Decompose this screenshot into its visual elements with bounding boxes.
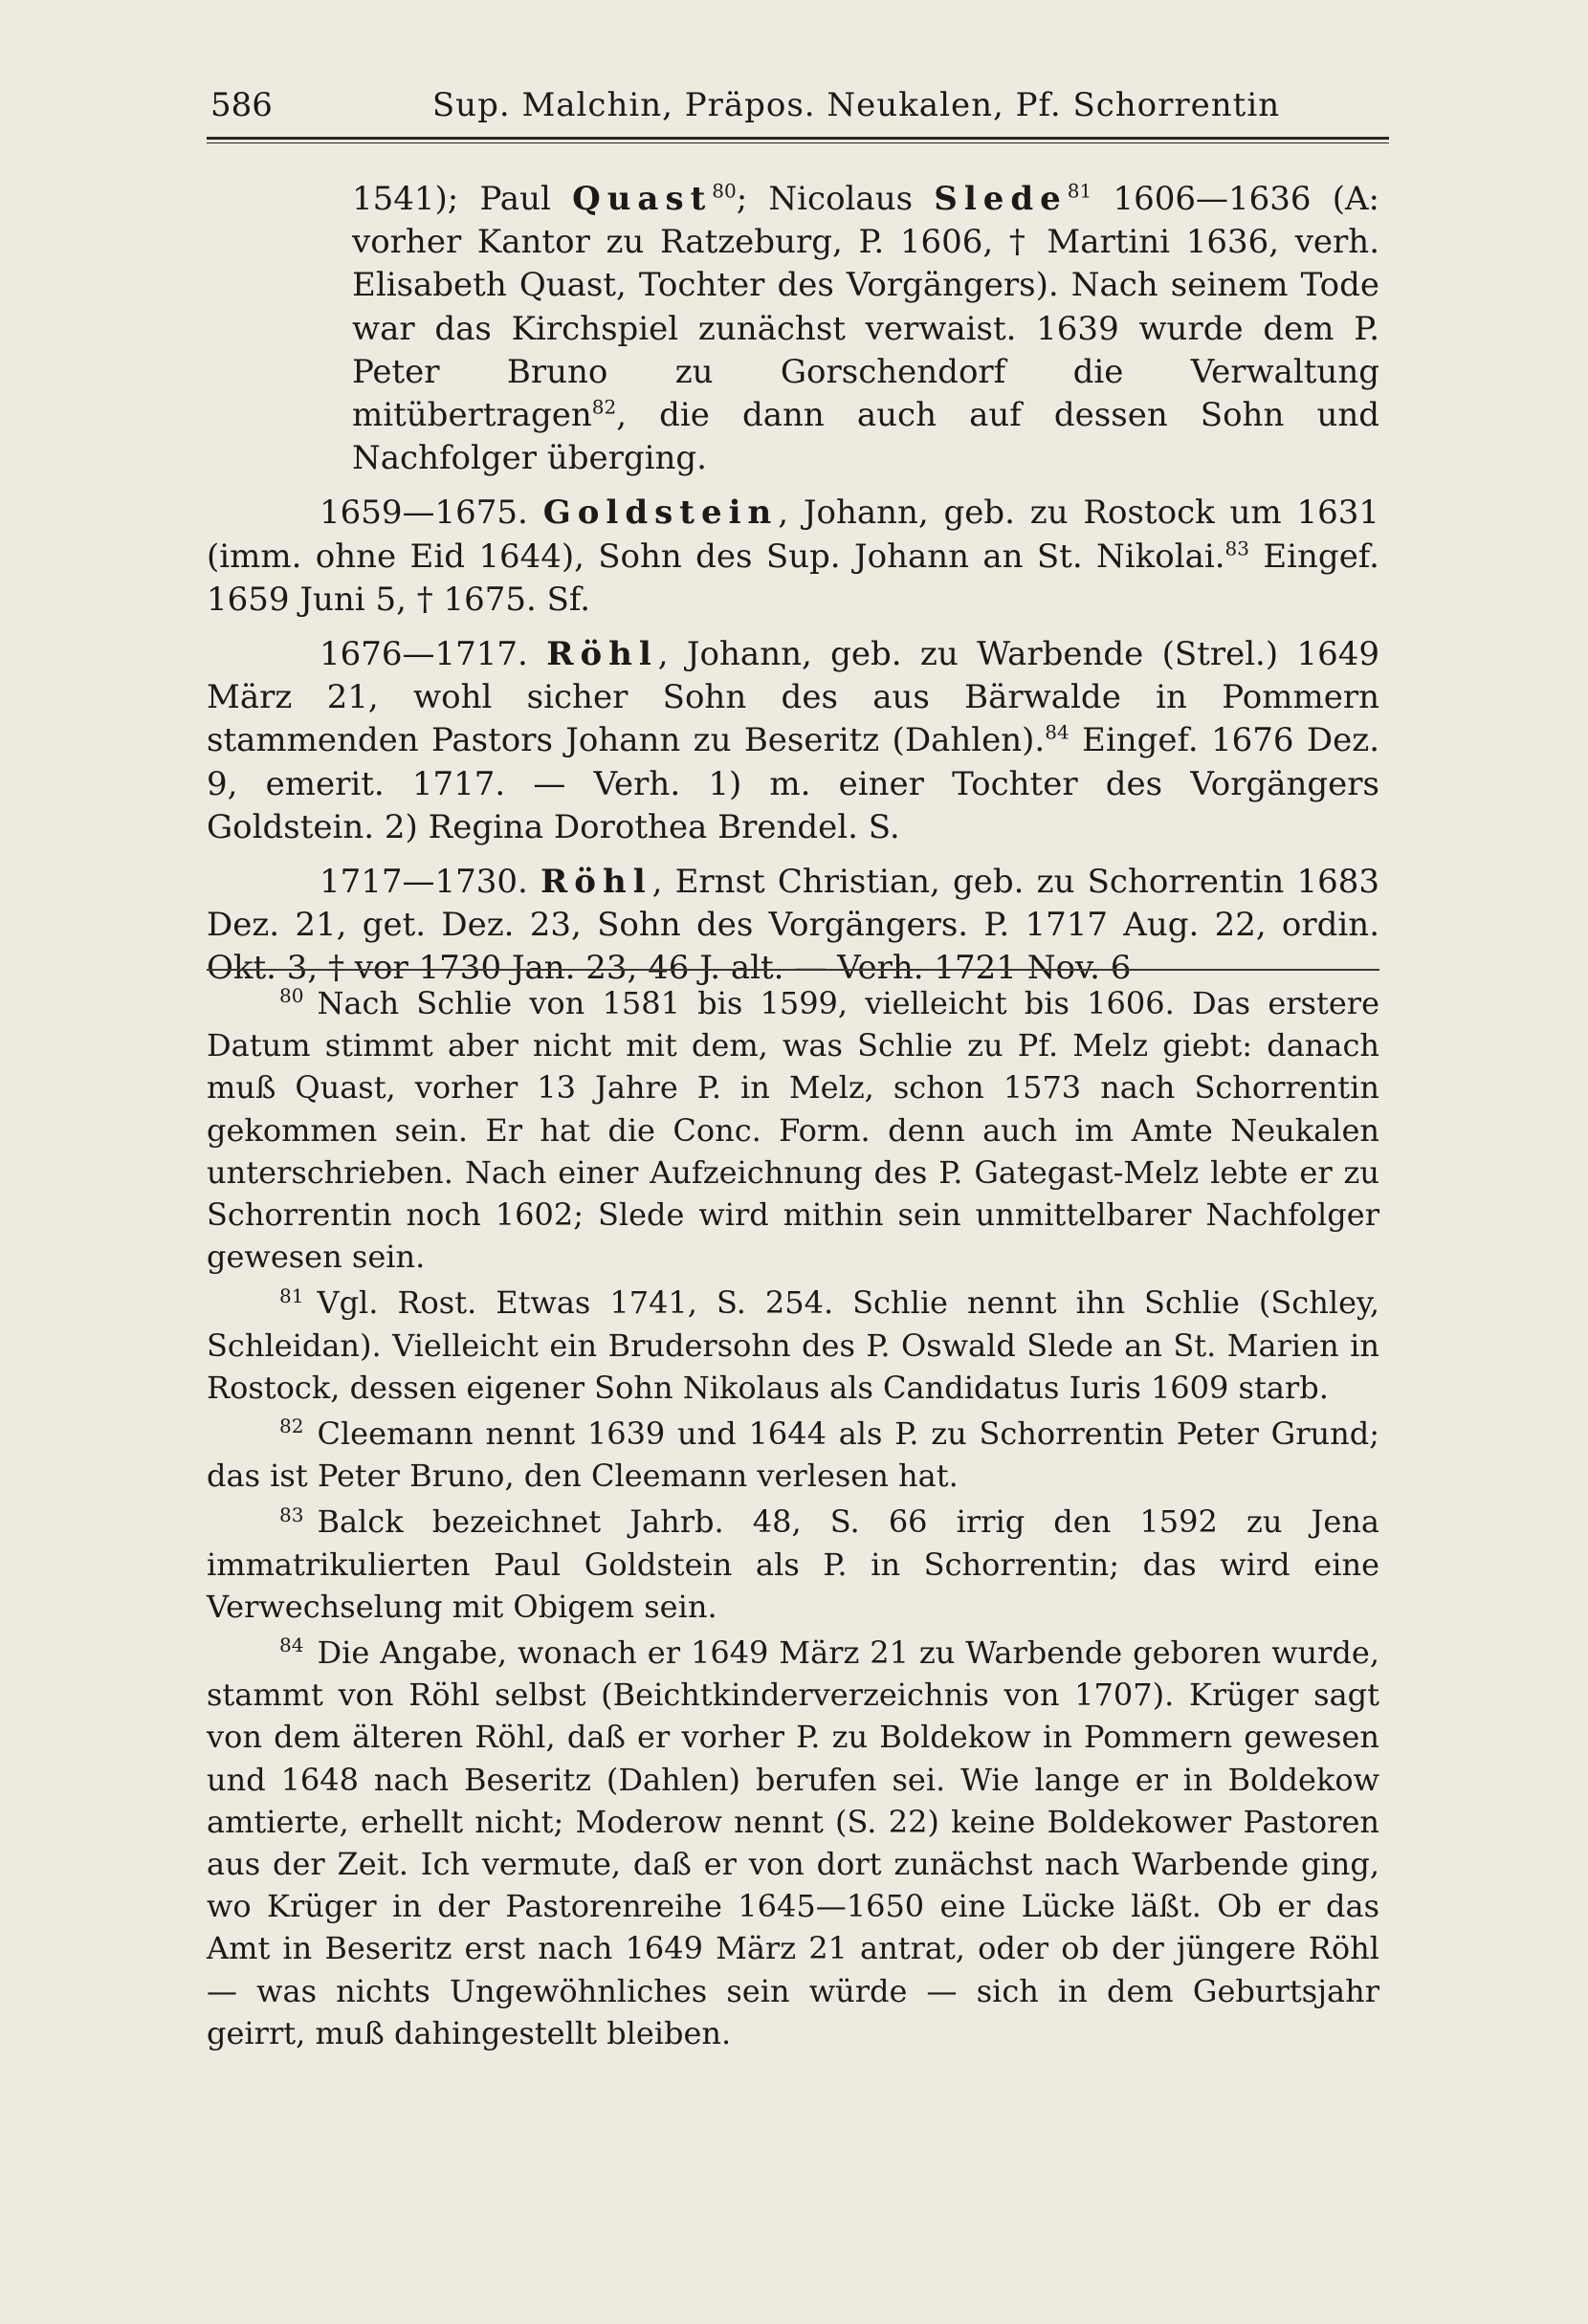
tenure-years: 1717—1730. <box>320 863 541 902</box>
text-run: Eingef. 1676 Dez. 9, emerit. 1717. — Verh. 1) m. einer Tochter des Vorgängers Goldstein. 2) Regina Dorothea Brendel. S. <box>207 721 1379 846</box>
text-run: , Johann, geb. zu Warbende (Strel.) 1649 März 21, wohl sicher Sohn des aus Bärwalde in Pommern stammenden Pastors Johann zu Beseritz (Dahlen). <box>207 635 1379 760</box>
footnote-text: Cleemann nennt 1639 und 1644 als P. zu Schorrentin Peter Grund; das ist Peter Bruno, den Cleemann verlesen hat. <box>207 1415 1379 1495</box>
footnote-text: Nach Schlie von 1581 bis 1599, vielleicht bis 1606. Das erstere Datum stimmt aber nicht mit dem, was Schlie zu Pf. Melz giebt: danach muß Quast, vorher 13 Jahre P. in Melz, schon 1573 nach Schorrentin gekommen sein. Er hat die Conc. Form. denn auch im Amte Neukalen unterschrieben. Nach einer Aufzeichnung des P. Gategast-Melz lebte er zu Schorrentin noch 1602; Slede wird mithin sein unmittelbarer Nachfolger gewesen sein. <box>207 985 1379 1276</box>
footnote-number: 83 <box>279 1502 304 1526</box>
footnote-ref: 82 <box>591 395 617 419</box>
text-run: ; Nicolaus <box>736 180 935 218</box>
person-name: Röhl <box>546 635 658 674</box>
page-header <box>210 86 1387 140</box>
footnote-ref: 83 <box>1224 537 1249 560</box>
text-run: 1541); Paul <box>352 180 573 218</box>
footnote-rule <box>207 969 1379 971</box>
footnote-number: 84 <box>279 1633 304 1657</box>
footnote <box>207 1632 1379 2054</box>
footnote <box>207 1413 1379 1497</box>
text-run: , Ernst Christian, geb. zu Schorrentin 1683 Dez. 21, get. Dez. 23, Sohn des Vorgängers. P. 1717 Aug. 22, ordin. Okt. 3, † vor 1730 Jan. 23, 46 J. alt. — Verh. 1721 Nov. 6 <box>207 863 1379 988</box>
main-text <box>207 178 1379 1002</box>
footnote-ref: 81 <box>1067 179 1092 203</box>
header-rule <box>207 137 1389 143</box>
pastor-entry <box>207 861 1379 991</box>
person-name: Röhl <box>540 863 652 902</box>
footnotes <box>207 982 1379 2054</box>
tenure-years: 1659—1675. <box>320 493 543 533</box>
pastor-entry <box>207 633 1379 849</box>
footnote-number: 82 <box>279 1414 304 1438</box>
footnote-text: Die Angabe, wonach er 1649 März 21 zu Warbende geboren wurde, stammt von Röhl selbst (Beichtkinderverzeichnis von 1707). Krüger sagt von dem älteren Röhl, daß er vorher P. zu Boldekow in Pommern gewesen und 1648 nach Beseritz (Dahlen) berufen sei. Wie lange er in Boldekow amtierte, erhellt nicht; Moderow nennt (S. 22) keine Boldekower Pastoren aus der Zeit. Ich vermute, daß er von dort zunächst nach Warbende ging, wo Krüger in der Pastorenreihe 1645—1650 eine Lücke läßt. Ob er das Amt in Beseritz erst nach 1649 März 21 antrat, oder ob der jüngere Röhl — was nichts Ungewöhnliches sein würde — sich in dem Geburtsjahr geirrt, muß dahingestellt bleiben. <box>207 1634 1379 2051</box>
footnote <box>207 982 1379 1278</box>
text-run: 1606—1636 (A: vorher Kantor zu Ratzeburg, P. 1606, † Martini 1636, verh. Elisabeth Quast, Tochter des Vorgängers). Nach seinem Tode war das Kirchspiel zunächst verwaist. 1639 wurde dem P. Peter Bruno zu Gorschendorf die Verwaltung mitübertragen <box>352 180 1379 435</box>
running-title: Sup. Malchin, Präpos. Neukalen, Pf. Schorrentin <box>431 86 1281 124</box>
footnote-number: 80 <box>279 984 304 1008</box>
footnote-ref: 84 <box>1045 721 1070 745</box>
person-name: Slede <box>934 180 1068 218</box>
text-run: , die dann auch auf dessen Sohn und Nachfolger überging. <box>352 396 1379 478</box>
tenure-years: 1676—1717. <box>320 635 547 674</box>
person-name: Goldstein <box>542 493 779 533</box>
page-number: 586 <box>210 86 273 124</box>
person-name: Quast <box>572 180 713 218</box>
footnote-text: Vgl. Rost. Etwas 1741, S. 254. Schlie nennt ihn Schlie (Schley, Schleidan). Vielleicht ein Brudersohn des P. Oswald Slede an St. Marien in Rostock, dessen eigener Sohn Nikolaus als Candidatus Iuris 1609 starb. <box>207 1284 1379 1406</box>
footnote <box>207 1282 1379 1409</box>
text-run: Eingef. 1659 Juni 5, † 1675. Sf. <box>207 537 1379 619</box>
footnote-number: 81 <box>279 1283 304 1307</box>
pastor-entry <box>207 492 1379 622</box>
footnote-ref: 80 <box>712 179 737 203</box>
footnote <box>207 1501 1379 1628</box>
paragraph-continuation <box>207 178 1379 480</box>
text-run: , Johann, geb. zu Rostock um 1631 (imm. ohne Eid 1644), Sohn des Sup. Johann an St. Nikolai. <box>207 493 1379 576</box>
footnote-text: Balck bezeichnet Jahrb. 48, S. 66 irrig den 1592 zu Jena immatrikulierten Paul Goldstein als P. in Schorrentin; das wird eine Verwechselung mit Obigem sein. <box>207 1503 1379 1625</box>
